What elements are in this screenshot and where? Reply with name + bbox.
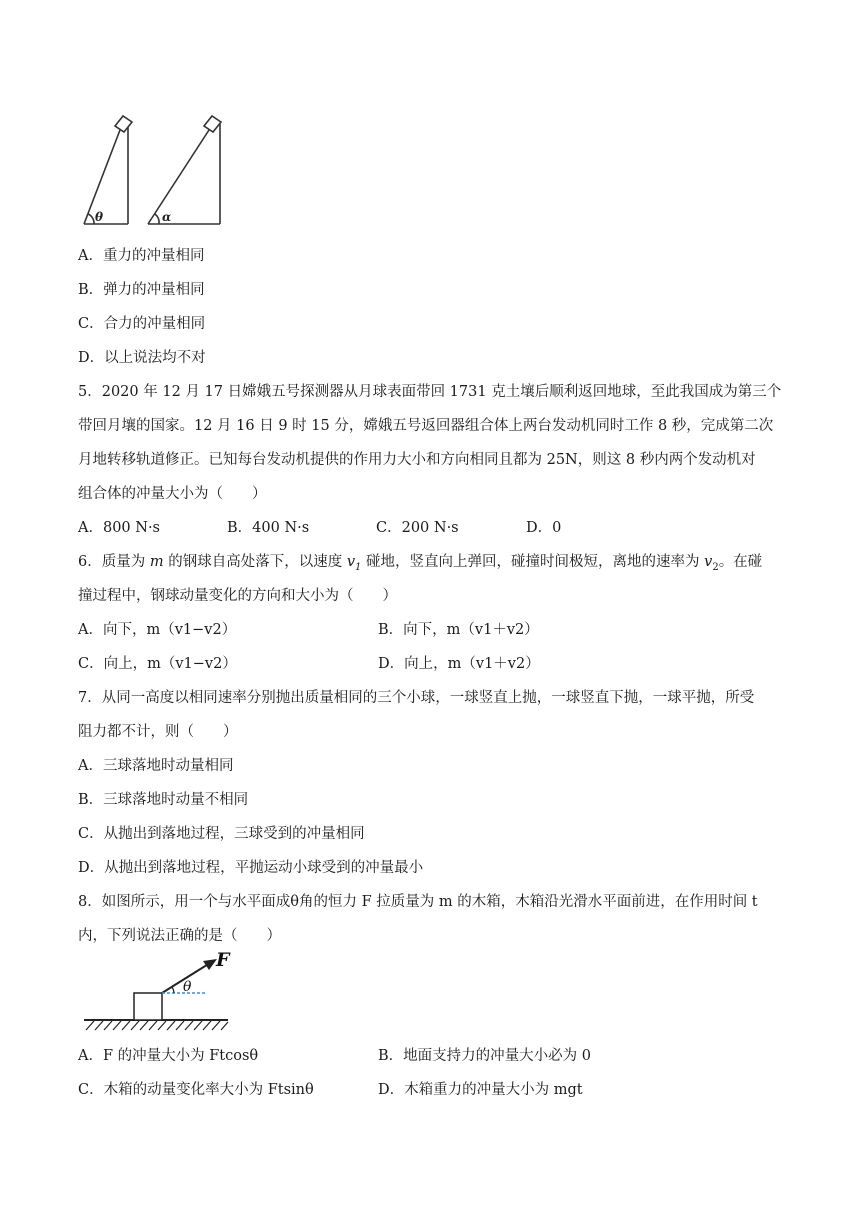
q6-line-2: 撞过程中，钢球动量变化的方向和大小为（ ） xyxy=(78,588,397,604)
q6-option-a: A．向下，m（v1−v2） xyxy=(78,622,237,638)
q7-line-1: 7．从同一高度以相同速率分别抛出质量相同的三个小球，一球竖直上抛，一球竖直下抛，一球平抛，所受 xyxy=(78,690,755,706)
q8-line-1: 8．如图所示，用一个与水平面成θ角的恒力 F 拉质量为 m 的木箱，木箱沿光滑水平面前进，在作用时间 t xyxy=(78,894,758,910)
force-arrowhead xyxy=(203,959,217,970)
q5-option-a: A．800 N·s xyxy=(78,520,160,536)
q6-line-1: 6．质量为 m 的钢球自高处落下，以速度 $v_1$ 碰地，竖直向上弹回，碰撞时间极短，离地的速率为 $v_2$。在碰 xyxy=(78,554,763,573)
q5-line-1: 5．2020 年 12 月 17 日嫦娥五号探测器从月球表面带回 1731 克土壤后顺利返回地球，至此我国成为第三个 xyxy=(78,384,782,400)
q4-option-c: C．合力的冲量相同 xyxy=(78,316,206,332)
q4-option-a: A．重力的冲量相同 xyxy=(78,248,205,264)
q7-option-a: A．三球落地时动量相同 xyxy=(78,758,234,774)
q5-line-2: 带回月壤的国家。12 月 16 日 9 时 15 分，嫦娥五号返回器组合体上两台发动机同时工作 8 秒，完成第二次 xyxy=(78,418,774,434)
q8-option-d: D．木箱重力的冲量大小为 mgt xyxy=(378,1082,583,1098)
angle-theta-label: θ xyxy=(183,979,192,995)
incline-right xyxy=(148,116,221,224)
q5-line-4: 组合体的冲量大小为（ ） xyxy=(78,486,267,502)
box-force-figure xyxy=(82,950,232,1034)
incline-figure xyxy=(78,112,228,228)
q7-option-c: C．从抛出到落地过程，三球受到的冲量相同 xyxy=(78,826,365,842)
q6-option-b: B．向下，m（v1＋v2） xyxy=(378,622,539,638)
q7-line-2: 阻力都不计，则（ ） xyxy=(78,724,238,740)
angle-arc xyxy=(172,987,174,993)
q8-option-a: A．F 的冲量大小为 Ftcosθ xyxy=(78,1048,259,1064)
q8-option-b: B．地面支持力的冲量大小必为 0 xyxy=(378,1048,591,1064)
q8-option-c: C．木箱的动量变化率大小为 Ftsinθ xyxy=(78,1082,314,1098)
incline-left xyxy=(84,116,132,224)
angle-alpha-label: α xyxy=(162,210,172,224)
q5-option-d: D．0 xyxy=(526,520,562,536)
q6-option-c: C．向上，m（v1−v2） xyxy=(78,656,237,672)
q8-line-2: 内，下列说法正确的是（ ） xyxy=(78,928,281,944)
force-label: F xyxy=(216,950,230,971)
q5-line-3: 月地转移轨道修正。已知每台发动机提供的作用力大小和方向相同且都为 25N，则这 8 秒内两个发动机对 xyxy=(78,452,756,468)
wooden-box xyxy=(134,993,162,1020)
q7-option-b: B．三球落地时动量不相同 xyxy=(78,792,249,808)
q6-option-d: D．向上，m（v1＋v2） xyxy=(378,656,540,672)
angle-theta-label: θ xyxy=(95,210,104,224)
q4-option-d: D．以上说法均不对 xyxy=(78,350,206,366)
q7-option-d: D．从抛出到落地过程，平抛运动小球受到的冲量最小 xyxy=(78,860,424,876)
q4-option-b: B．弹力的冲量相同 xyxy=(78,282,205,298)
ground-hatching xyxy=(86,1021,228,1030)
q5-option-b: B．400 N·s xyxy=(227,520,310,536)
q5-option-c: C．200 N·s xyxy=(376,520,459,536)
